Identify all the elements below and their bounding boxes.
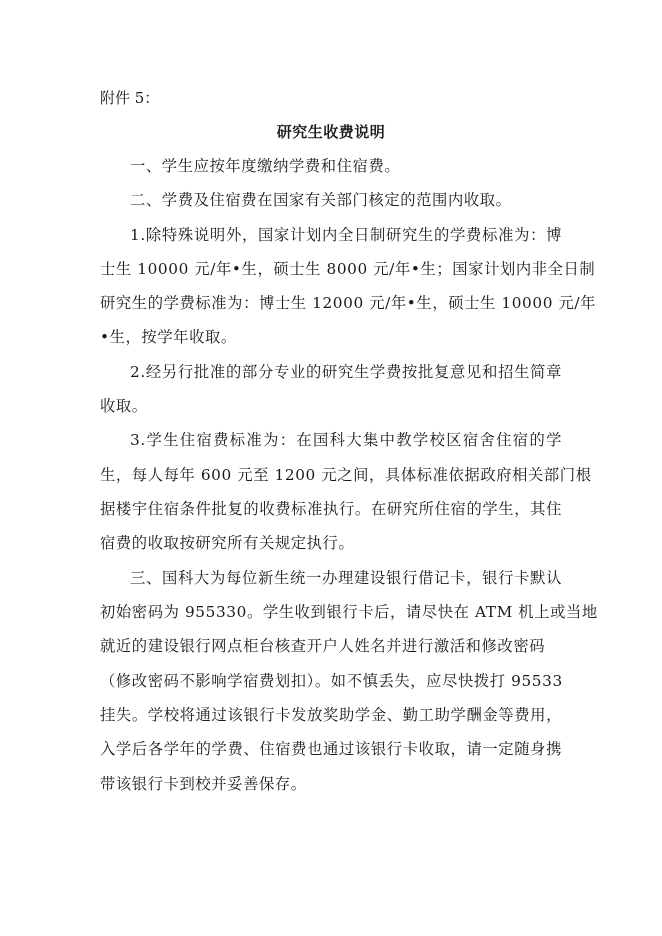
paragraph-2-line-1: 二、学费及住宿费在国家有关部门核定的范围内收取。 xyxy=(130,191,512,209)
item-3-line-1: 3.学生住宿费标准为：在国科大集中教学校区宿舍住宿的学 xyxy=(130,431,562,449)
paragraph-3-line-3: 就近的建设银行网点柜台核查开户人姓名并进行激活和修改密码 xyxy=(100,637,546,655)
item-2-line-1: 2.经另行批准的部分专业的研究生学费按批复意见和招生简章 xyxy=(130,363,562,381)
document-title: 研究生收费说明 xyxy=(276,123,386,141)
paragraph-3-line-7: 带该银行卡到校并妥善保存。 xyxy=(100,775,307,793)
paragraph-3-line-6: 入学后各学年的学费、住宿费也通过该银行卡收取，请一定随身携 xyxy=(100,740,562,758)
paragraph-1-line-1: 一、学生应按年度缴纳学费和住宿费。 xyxy=(130,157,401,175)
item-1-line-3: 研究生的学费标准为：博士生 12000 元/年•生，硕士生 10000 元/年 xyxy=(100,294,597,312)
item-1-line-2: 士生 10000 元/年•生，硕士生 8000 元/年•生；国家计划内非全日制 xyxy=(100,260,596,278)
attachment-label: 附件 5： xyxy=(100,89,160,107)
item-1-line-4: •生，按学年收取。 xyxy=(100,328,237,346)
paragraph-3-line-2: 初始密码为 955330。学生收到银行卡后，请尽快在 ATM 机上或当地 xyxy=(100,603,598,621)
item-3-line-3: 据楼宇住宿条件批复的收费标准执行。在研究所住宿的学生，其住 xyxy=(100,500,562,518)
item-3-line-2: 生，每人每年 600 元至 1200 元之间，具体标准依据政府相关部门根 xyxy=(100,466,592,484)
paragraph-3-line-4: （修改密码不影响学宿费划扣）。如不慎丢失，应尽快拨打 95533 xyxy=(100,672,563,690)
paragraph-3-line-1: 三、国科大为每位新生统一办理建设银行借记卡，银行卡默认 xyxy=(130,569,562,587)
paragraph-3-line-5: 挂失。学校将通过该银行卡发放奖助学金、勤工助学酬金等费用， xyxy=(100,706,562,724)
item-3-line-4: 宿费的收取按研究所有关规定执行。 xyxy=(100,534,355,552)
item-2-line-2: 收取。 xyxy=(100,397,148,415)
item-1-line-1: 1.除特殊说明外，国家计划内全日制研究生的学费标准为：博 xyxy=(130,226,562,244)
